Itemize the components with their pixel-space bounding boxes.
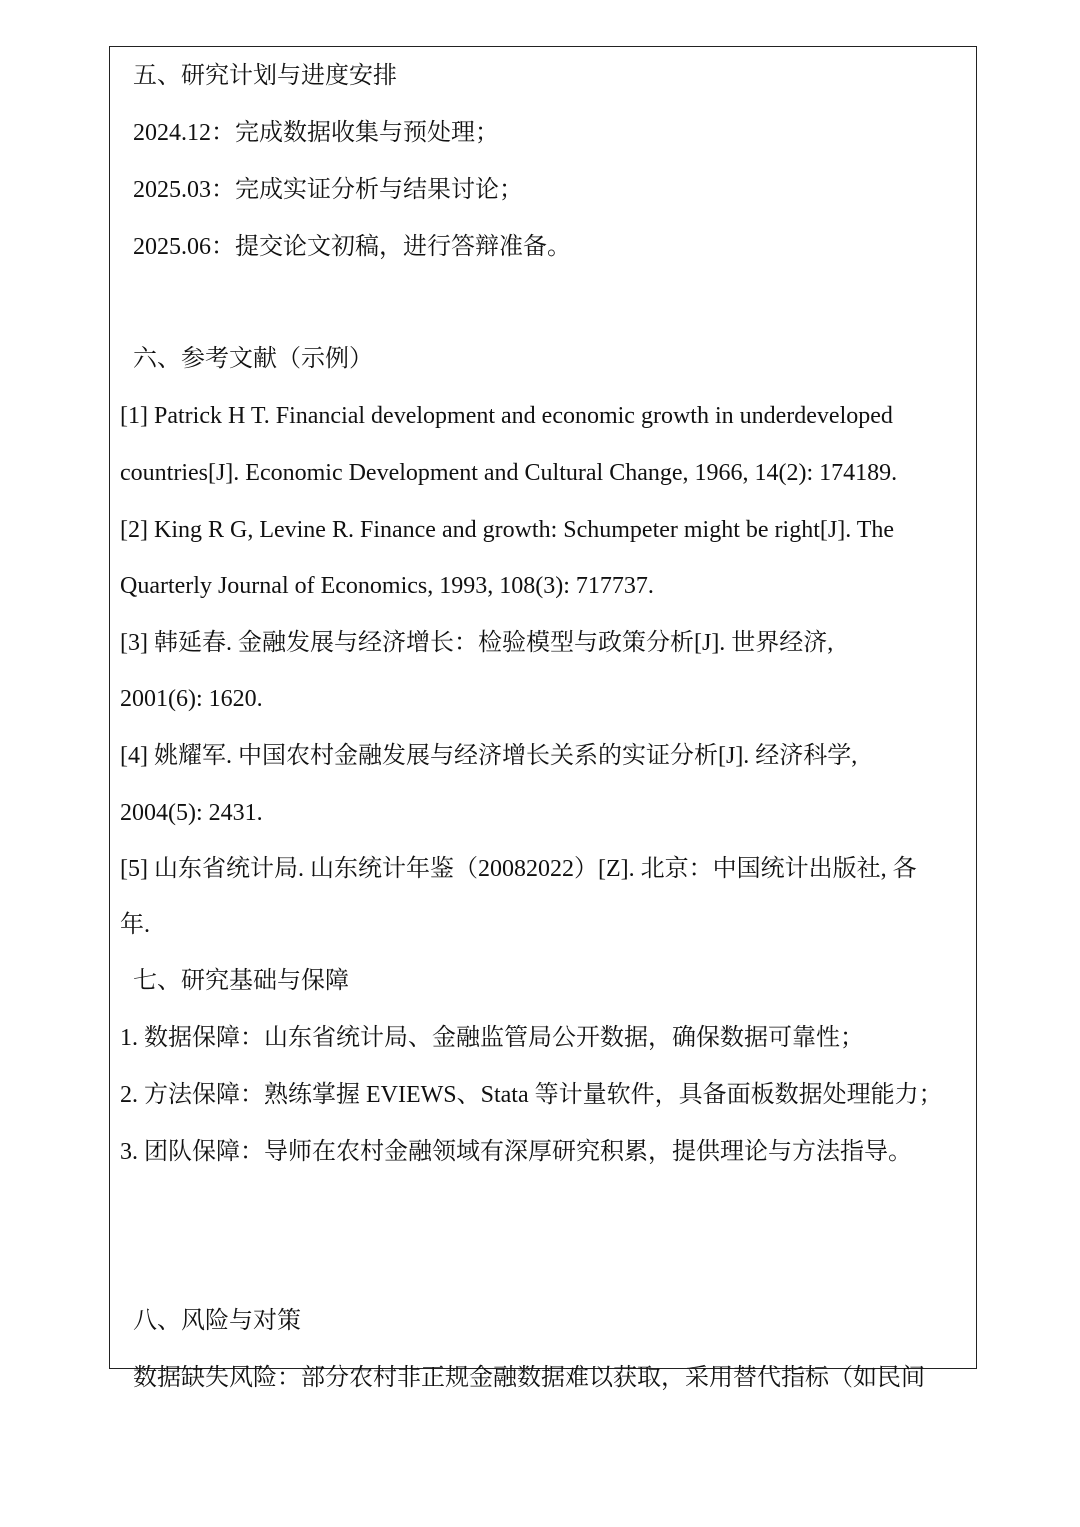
reference-line: [2] King R G, Levine R. Finance and growth: Schumpeter might be right[J]. The bbox=[120, 517, 895, 543]
foundation-item: 3. 团队保障：导师在农村金融领域有深厚研究积累，提供理论与方法指导。 bbox=[120, 1139, 912, 1165]
plan-item: 2025.06：提交论文初稿，进行答辩准备。 bbox=[133, 234, 571, 260]
reference-line: [4] 姚耀军. 中国农村金融发展与经济增长关系的实证分析[J]. 经济科学, bbox=[120, 743, 858, 769]
plan-item: 2024.12：完成数据收集与预处理； bbox=[133, 120, 499, 146]
section-heading-risks: 八、风险与对策 bbox=[133, 1308, 301, 1334]
reference-line: 2004(5): 2431. bbox=[120, 800, 263, 826]
reference-line: Quarterly Journal of Economics, 1993, 108(3): 717737. bbox=[120, 573, 654, 599]
section-heading-plan: 五、研究计划与进度安排 bbox=[133, 63, 397, 89]
reference-line: countries[J]. Economic Development and Cultural Change, 1966, 14(2): 174189. bbox=[120, 460, 898, 486]
reference-line: [1] Patrick H T. Financial development and economic growth in underdeveloped bbox=[120, 403, 893, 429]
reference-line: 2001(6): 1620. bbox=[120, 686, 263, 712]
risk-line: 数据缺失风险：部分农村非正规金融数据难以获取，采用替代指标（如民间 bbox=[133, 1365, 925, 1391]
section-heading-references: 六、参考文献（示例） bbox=[133, 346, 373, 372]
document-frame bbox=[109, 46, 977, 1391]
foundation-item: 2. 方法保障：熟练掌握 EVIEWS、Stata 等计量软件，具备面板数据处理能力； bbox=[120, 1082, 943, 1108]
reference-line: [5] 山东省统计局. 山东统计年鉴（20082022）[Z]. 北京：中国统计出版社, 各 bbox=[120, 856, 917, 882]
reference-line: 年. bbox=[120, 912, 150, 938]
foundation-item: 1. 数据保障：山东省统计局、金融监管局公开数据，确保数据可靠性； bbox=[120, 1025, 864, 1051]
plan-item: 2025.03：完成实证分析与结果讨论； bbox=[133, 177, 523, 203]
reference-line: [3] 韩延春. 金融发展与经济增长：检验模型与政策分析[J]. 世界经济, bbox=[120, 630, 834, 656]
section-heading-foundation: 七、研究基础与保障 bbox=[133, 968, 349, 994]
